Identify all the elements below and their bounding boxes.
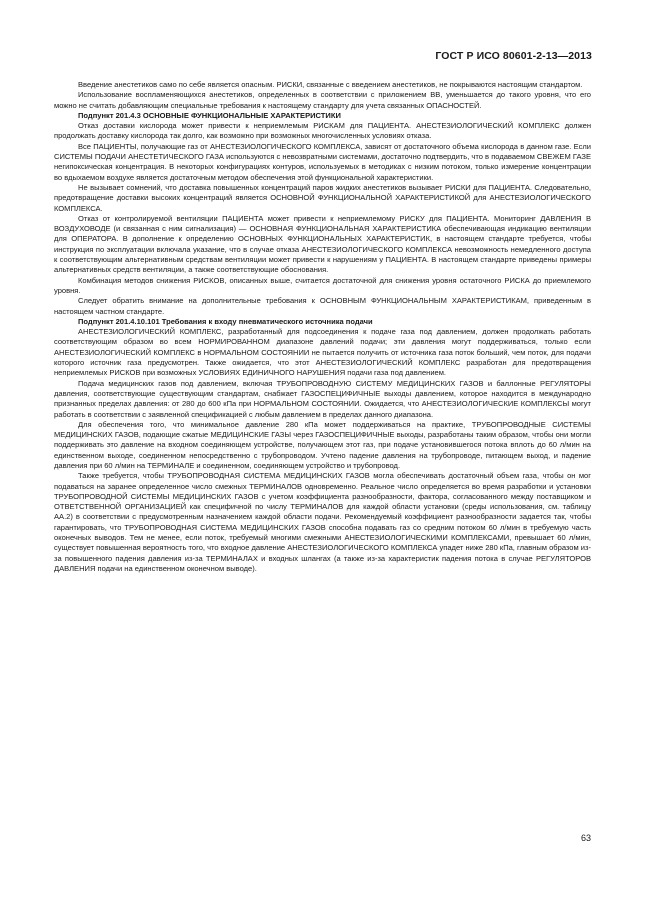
subclause-heading: Подпункт 201.4.10.101 Требования к входу пневматического источника подачи: [78, 316, 373, 326]
paragraph: Для обеспечения того, что минимальное давление 280 кПа может поддерживаться на практике, ТРУБОПРОВОДНЫЕ СИСТЕМЫ МЕДИЦИНСКИХ ГАЗОВ, подающие сжатые МЕДИЦИНСКИЕ ГАЗЫ через ГАЗОСПЕЦИФИЧНЫЕ выходы, разработаны таким образом, чтобы они могли поддерживать это давление на входном соединяющем устройстве, получающем этот газ, при подаче установившегося потока вплоть до 60 л/мин на единственном выходе, соединенном непосредственно с трубопроводом. Учтено падение давления на трубопроводе, питающем выход, и падение давления при 60 л/мин на ТЕРМИНАЛЕ и соединенном, соединяющем устройство и трубопровод.: [54, 419, 591, 470]
paragraph: Комбинация методов снижения РИСКОВ, описанных выше, считается достаточной для снижения уровня остаточного РИСКА до приемлемого уровня.: [54, 275, 591, 295]
paragraph: Использование воспламеняющихся анестетиков, определенных в соответствии с приложением ВВ, уменьшается до такого уровня, что его можно не считать добавляющим специальные требования к настоящему стандарту для учета связанных ОПАСНОСТЕЙ.: [54, 90, 591, 110]
paragraph: Следует обратить внимание на дополнительные требования к ОСНОВНЫМ ФУНКЦИОНАЛЬНЫМ ХАРАКТЕРИСТИКАМ, приведенным в настоящем частном стандарте.: [54, 296, 591, 316]
document-body: [54, 80, 591, 574]
standard-header: ГОСТ Р ИСО 80601-2-13—2013: [435, 50, 592, 62]
subclause-heading: Подпункт 201.4.3 ОСНОВНЫЕ ФУНКЦИОНАЛЬНЫЕ ХАРАКТЕРИСТИКИ: [78, 110, 341, 120]
paragraph: Введение анестетиков само по себе является опасным. РИСКИ, связанные с введением анестетиков, не покрываются настоящим стандартом.: [78, 80, 583, 89]
paragraph: Все ПАЦИЕНТЫ, получающие газ от АНЕСТЕЗИОЛОГИЧЕСКОГО КОМПЛЕКСА, зависят от достаточного объема кислорода в данном газе. Если СИСТЕМЫ ПОДАЧИ АНЕСТЕТИЧЕСКОГО ГАЗА используются с невозвратными системами, достаточно подтвердить, что в подаваемом СВЕЖЕМ ГАЗЕ негипоксическая концентрация. В некоторых конфигурациях контуров, используемых в методиках с низким потоком, только измерение концентрации во вдыхаемом воздухе является достаточным методом обеспечения этой функциональной характеристики.: [54, 141, 591, 182]
paragraph: АНЕСТЕЗИОЛОГИЧЕСКИЙ КОМПЛЕКС, разработанный для подсоединения к подаче газа под давлением, должен продолжать работать соответствующим образом во всем НОРМИРОВАННОМ диапазоне давлений подачи; эти давления могут поддерживаться, только если АНЕСТЕЗИОЛОГИЧЕСКИЙ КОМПЛЕКС в НОРМАЛЬНОМ СОСТОЯНИИ не пытается получить от источника газа поток больший, чем поток, для подачи которого источник газа предусмотрен. Также ожидается, что этот АНЕСТЕЗИОЛОГИЧЕСКИЙ КОМПЛЕКС разработан для предотвращения неприемлемых РИСКОВ при возможных УСЛОВИЯХ ЕДИНИЧНОГО НАРУШЕНИЯ подачи газа под давлением.: [54, 327, 591, 378]
paragraph: Отказ доставки кислорода может привести к неприемлемым РИСКАМ для ПАЦИЕНТА. АНЕСТЕЗИОЛОГИЧЕСКИЙ КОМПЛЕКС должен продолжать доставку кислорода так долго, как возможно при возможных многочисленных условиях отказа.: [54, 121, 591, 141]
paragraph: Подача медицинских газов под давлением, включая ТРУБОПРОВОДНУЮ СИСТЕМУ МЕДИЦИНСКИХ ГАЗОВ и баллонные РЕГУЛЯТОРЫ давления, соответствующие существующим стандартам, снабжает ГАЗОСПЕЦИФИЧНЫЕ выходы давлением, которое находится в международно признанных пределах давления: от 280 до 600 кПа при НОРМАЛЬНОМ СОСТОЯНИИ. Ожидается, что АНЕСТЕЗИОЛОГИЧЕСКИЕ КОМПЛЕКСЫ могут работать в соответствии с заявленной спецификацией с любым давлением в пределах данного диапазона.: [54, 378, 591, 419]
paragraph: Отказ от контролируемой вентиляции ПАЦИЕНТА может привести к неприемлемому РИСКУ для ПАЦИЕНТА. Мониторинг ДАВЛЕНИЯ В ВОЗДУХОВОДЕ (и связанная с ним сигнализация) — ОСНОВНАЯ ФУНКЦИОНАЛЬНАЯ ХАРАКТЕРИСТИКА обеспечивающая индикацию вентиляции для ОПЕРАТОРА. В дополнение к определению ОСНОВНЫХ ФУНКЦИОНАЛЬНЫХ ХАРАКТЕРИСТИК, в настоящем стандарте требуется, чтобы инструкция по эксплуатации включала указание, что в случае отказа АНЕСТЕЗИОЛОГИЧЕСКОГО КОМПЛЕКСА невозможность немедленного доступа к соответствующим альтернативным средствам вентиляции может привести к нарушениям у ПАЦИЕНТА. В настоящем стандарте приведены примеры альтернативных средств вентиляции, а также соответствующие обоснования.: [54, 213, 591, 275]
paragraph: Не вызывает сомнений, что доставка повышенных концентраций паров жидких анестетиков вызывает РИСКИ для ПАЦИЕНТА. Следовательно, предотвращение доставки высоких концентраций является ОСНОВНОЙ ФУНКЦИОНАЛЬНОЙ ХАРАКТЕРИСТИКОЙ для АНЕСТЕЗИОЛОГИЧЕСКОГО КОМПЛЕКСА.: [54, 182, 591, 213]
paragraph: Также требуется, чтобы ТРУБОПРОВОДНАЯ СИСТЕМА МЕДИЦИНСКИХ ГАЗОВ могла обеспечивать достаточный объем газа, чтобы он мог подаваться на заранее определенное число смежных ТЕРМИНАЛОВ одновременно. Реальное число определяется во время разработки и установки ТРУБОПРОВОДНОЙ СИСТЕМЫ МЕДИЦИНСКИХ ГАЗОВ с учетом коэффициента разнообразности, фактора, согласованного между поставщиком и ОТВЕТСТВЕННОЙ ОРГАНИЗАЦИЕЙ как специфичной по числу ТЕРМИНАЛОВ для каждой области установки (среды использования, см. таблицу АА.2) в соответствии с предусмотренным назначением каждой области подачи. Рекомендуемый коэффициент разнообразности задается так, чтобы гарантировать, что ТРУБОПРОВОДНАЯ СИСТЕМА МЕДИЦИНСКИХ ГАЗОВ способна подавать газ со средним потоком 60 л/мин в требуемую часть оконечных выводов. Тем не менее, если поток, требуемый многими смежными АНЕСТЕЗИОЛОГИЧЕСКИМИ КОМПЛЕКСАМИ, превышает 60 л/мин, существует повышенная вероятность того, что входное давление АНЕСТЕЗИОЛОГИЧЕСКОГО КОМПЛЕКСА упадет ниже 280 кПа, главным образом из-за повышенного падения давления из-за ТЕРМИНАЛАХ и входных шлангах (а также из-за характеристик падения потока в случае РЕГУЛЯТОРОВ ДАВЛЕНИЯ подачи на единственном оконечном выводе).: [54, 471, 591, 573]
page-number: 63: [580, 833, 591, 843]
